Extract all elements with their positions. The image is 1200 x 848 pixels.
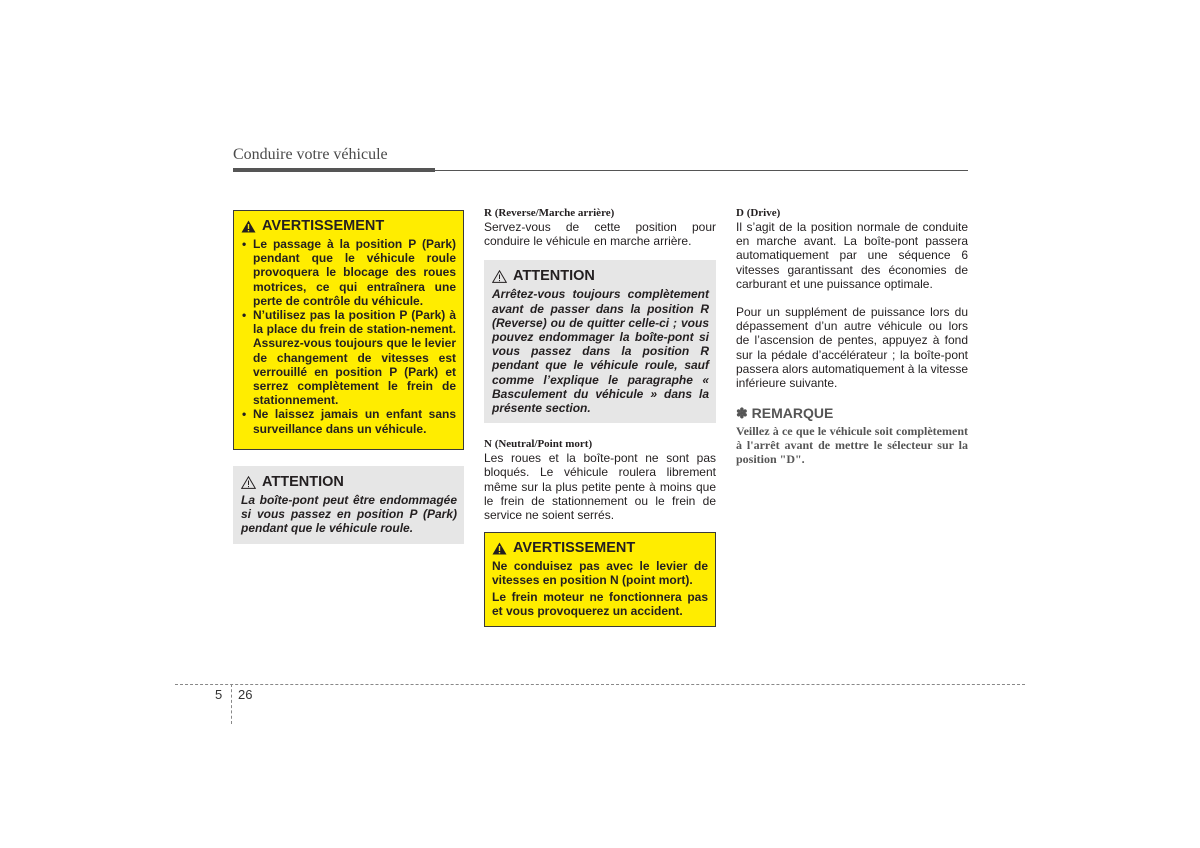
warning-box-park xyxy=(233,210,464,450)
section-heading-neutral: N (Neutral/Point mort) xyxy=(484,438,593,451)
attention-text: La boîte-pont peut être endommagée si vous passez en position P (Park) pendant que le véhicule roule. xyxy=(241,493,457,536)
warning-triangle-filled-icon xyxy=(492,542,507,555)
neutral-text: Les roues et la boîte-pont ne sont pas bloqués. Le véhicule roulera librement même sur la plus petite pente à moins que le frein de stationnement ou le frein de service ne soient serrés. xyxy=(484,451,716,523)
warning-text: Ne conduisez pas avec le levier de vitesses en position N (point mort). xyxy=(492,559,708,588)
warning-title-text: AVERTISSEMENT xyxy=(262,218,385,234)
attention-title-text: ATTENTION xyxy=(513,268,595,285)
warning-triangle-outline-icon xyxy=(492,270,507,283)
column-3 xyxy=(736,206,968,466)
warning-triangle-filled-icon xyxy=(241,220,256,233)
warning-box-neutral xyxy=(484,532,716,627)
warning-item-text: Ne laissez jamais un enfant sans surveillance dans un véhicule. xyxy=(253,407,456,436)
warning-triangle-outline-icon xyxy=(241,476,256,489)
attention-text: Arrêtez-vous toujours complètement avant de passer dans la position R (Reverse) ou de quitter celle-ci ; vous pouvez endommager la boîte-pont si vous passez dans la position R pendant que le véhicule roule, sauf comme l’explique le paragraphe « Basculement du véhicule » dans la présente section. xyxy=(492,287,709,416)
chapter-number: 5 xyxy=(215,687,223,702)
list-item: • N’utilisez pas la position P (Park) à la place du frein de station-nement. Assurez-vous toujours que le levier de changement de vitesses est verrouillé en position P (Park) et serrez complètement le frein de stationnement. xyxy=(242,308,456,408)
reverse-text: Servez-vous de cette position pour conduire le véhicule en marche arrière. xyxy=(484,220,716,249)
warning-text: Le frein moteur ne fonctionnera pas et vous provoquerez un accident. xyxy=(492,589,708,618)
section-heading-reverse: R (Reverse/Marche arrière) xyxy=(484,207,615,219)
warning-title xyxy=(492,540,708,556)
attention-title-text: ATTENTION xyxy=(262,474,344,490)
attention-box-reverse xyxy=(484,260,716,423)
page-number: 26 xyxy=(238,687,253,702)
page-header-title: Conduire votre véhicule xyxy=(233,146,388,163)
warning-list xyxy=(241,237,456,436)
list-item: • Ne laissez jamais un enfant sans surveillance dans un véhicule. xyxy=(242,407,456,436)
attention-title xyxy=(492,268,709,284)
drive-text: Il s’agit de la position normale de conduite en marche avant. La boîte-pont passera automatiquement par une séquence 6 vitesses garantissant des économies de carburant et une puissance optimale. xyxy=(736,220,968,291)
list-item: • Le passage à la position P (Park) pendant que le véhicule roule provoquera le blocage des roues motrices, ce qui entraînera une perte de contrôle du véhicule. xyxy=(242,237,456,308)
remark-text: Veillez à ce que le véhicule soit complètement à l'arrêt avant de mettre le sélecteur sur la position "D". xyxy=(736,424,968,467)
remark-title: ✽ REMARQUE xyxy=(736,405,834,422)
warning-title-text: AVERTISSEMENT xyxy=(513,540,636,557)
column-2 xyxy=(484,206,716,627)
attention-title xyxy=(241,474,457,490)
attention-box-park xyxy=(233,466,464,544)
column-1 xyxy=(233,206,464,544)
footer-divider xyxy=(231,684,232,724)
section-heading-drive: D (Drive) xyxy=(736,207,781,219)
warning-title xyxy=(241,218,456,234)
footer-rule xyxy=(175,684,1025,685)
header-rule-accent xyxy=(233,168,435,172)
drive-text: Pour un supplément de puissance lors du dépassement d’un autre véhicule ou lors de l’ascension de pentes, appuyez à fond sur la pédale d’accélérateur ; la boîte-pont passera alors automatiquement à la vitesse inférieure suivante. xyxy=(736,305,968,391)
warning-item-text: Le passage à la position P (Park) pendant que le véhicule roule provoquera le blocage des roues motrices, ce qui entraînera une perte de contrôle du véhicule. xyxy=(253,237,456,308)
warning-item-text: N’utilisez pas la position P (Park) à la place du frein de station-nement. Assurez-vous toujours que le levier de changement de vitesses est verrouillé en position P (Park) et serrez complètement le frein de stationnement. xyxy=(253,308,456,408)
